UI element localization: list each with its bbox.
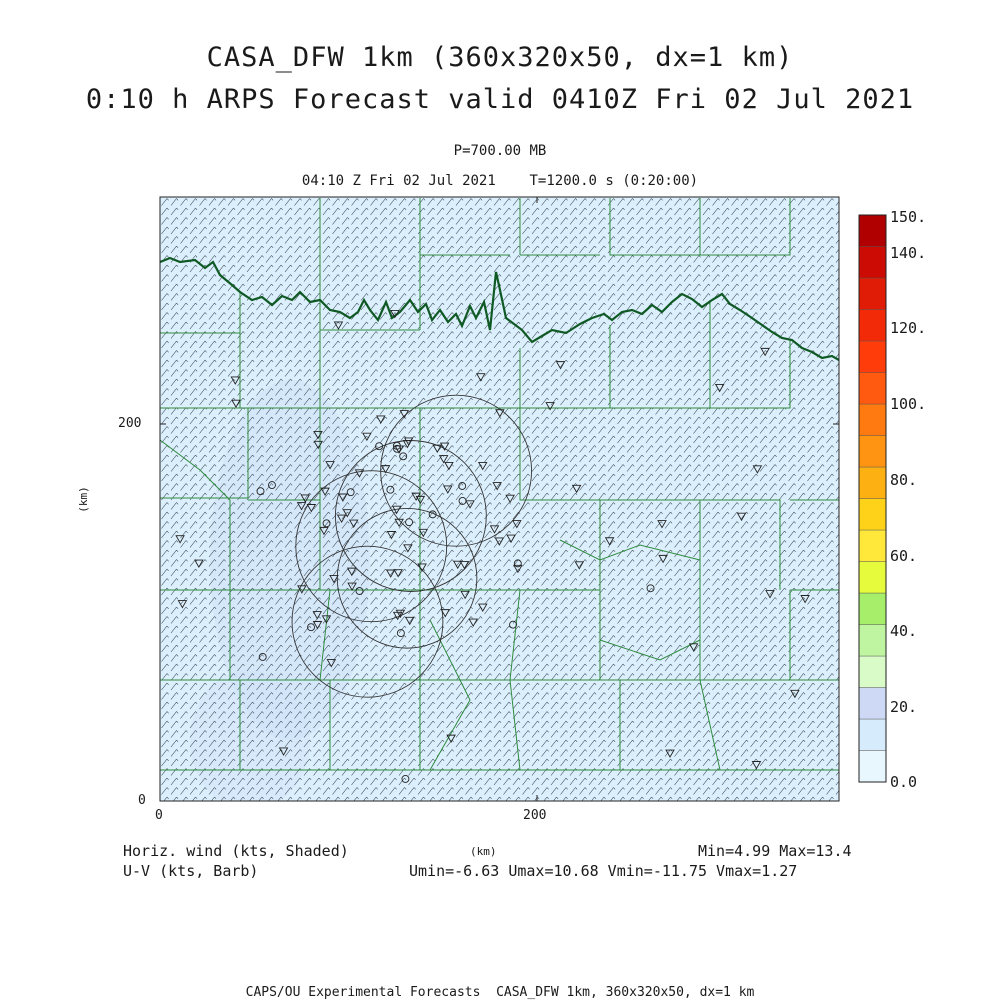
y-tick-label: 200 bbox=[118, 416, 142, 431]
colorbar-swatch bbox=[859, 625, 886, 657]
colorbar-swatch bbox=[859, 215, 886, 247]
colorbar-swatch bbox=[859, 719, 886, 751]
colorbar-label: 80. bbox=[890, 471, 918, 489]
colorbar-label: 140. bbox=[890, 244, 927, 262]
title-line-1: CASA_DFW 1km (360x320x50, dx=1 km) bbox=[206, 42, 794, 73]
x-axis-label: (km) bbox=[470, 845, 497, 858]
colorbar-label: 60. bbox=[890, 547, 918, 565]
colorbar-label: 40. bbox=[890, 622, 918, 640]
legend-component-ranges: Umin=-6.63 Umax=10.68 Vmin=-11.75 Vmax=1.27 bbox=[409, 862, 798, 880]
colorbar-swatch bbox=[859, 310, 886, 342]
colorbar-swatch bbox=[859, 247, 886, 279]
colorbar-swatch bbox=[859, 751, 886, 783]
x-tick-label: 200 bbox=[523, 808, 547, 823]
colorbar-label: 0.0 bbox=[890, 773, 918, 791]
y-tick-label: 0 bbox=[138, 793, 146, 808]
legend-shaded-field: Horiz. wind (kts, Shaded) bbox=[123, 842, 349, 860]
colorbar-label: 100. bbox=[890, 395, 927, 413]
legend-barb-field: U-V (kts, Barb) bbox=[123, 862, 259, 880]
colorbar-swatch bbox=[859, 278, 886, 310]
colorbar-label: 150. bbox=[890, 208, 927, 226]
title-line-2: 0:10 h ARPS Forecast valid 0410Z Fri 02 Jul 2021 bbox=[85, 84, 915, 115]
colorbar-swatch bbox=[859, 656, 886, 688]
y-axis-label: (km) bbox=[76, 486, 90, 513]
legend-min-max: Min=4.99 Max=13.4 bbox=[698, 842, 852, 860]
pressure-level: P=700.00 MB bbox=[453, 143, 547, 159]
colorbar-label: 20. bbox=[890, 698, 918, 716]
colorbar bbox=[859, 215, 886, 782]
x-tick-label: 0 bbox=[155, 808, 163, 823]
colorbar-swatch bbox=[859, 436, 886, 468]
colorbar-swatch bbox=[859, 499, 886, 531]
colorbar-swatch bbox=[859, 562, 886, 594]
colorbar-swatch bbox=[859, 530, 886, 562]
colorbar-label: 120. bbox=[890, 319, 927, 337]
colorbar-swatch bbox=[859, 373, 886, 405]
colorbar-swatch bbox=[859, 593, 886, 625]
colorbar-swatch bbox=[859, 467, 886, 499]
valid-time: 04:10 Z Fri 02 Jul 2021 T=1200.0 s (0:20:00) bbox=[301, 173, 699, 189]
colorbar-swatch bbox=[859, 404, 886, 436]
footer-credit: CAPS/OU Experimental Forecasts CASA_DFW 1km, 360x320x50, dx=1 km bbox=[245, 985, 755, 1000]
colorbar-swatch bbox=[859, 341, 886, 373]
colorbar-swatch bbox=[859, 688, 886, 720]
plot-area bbox=[160, 197, 839, 810]
